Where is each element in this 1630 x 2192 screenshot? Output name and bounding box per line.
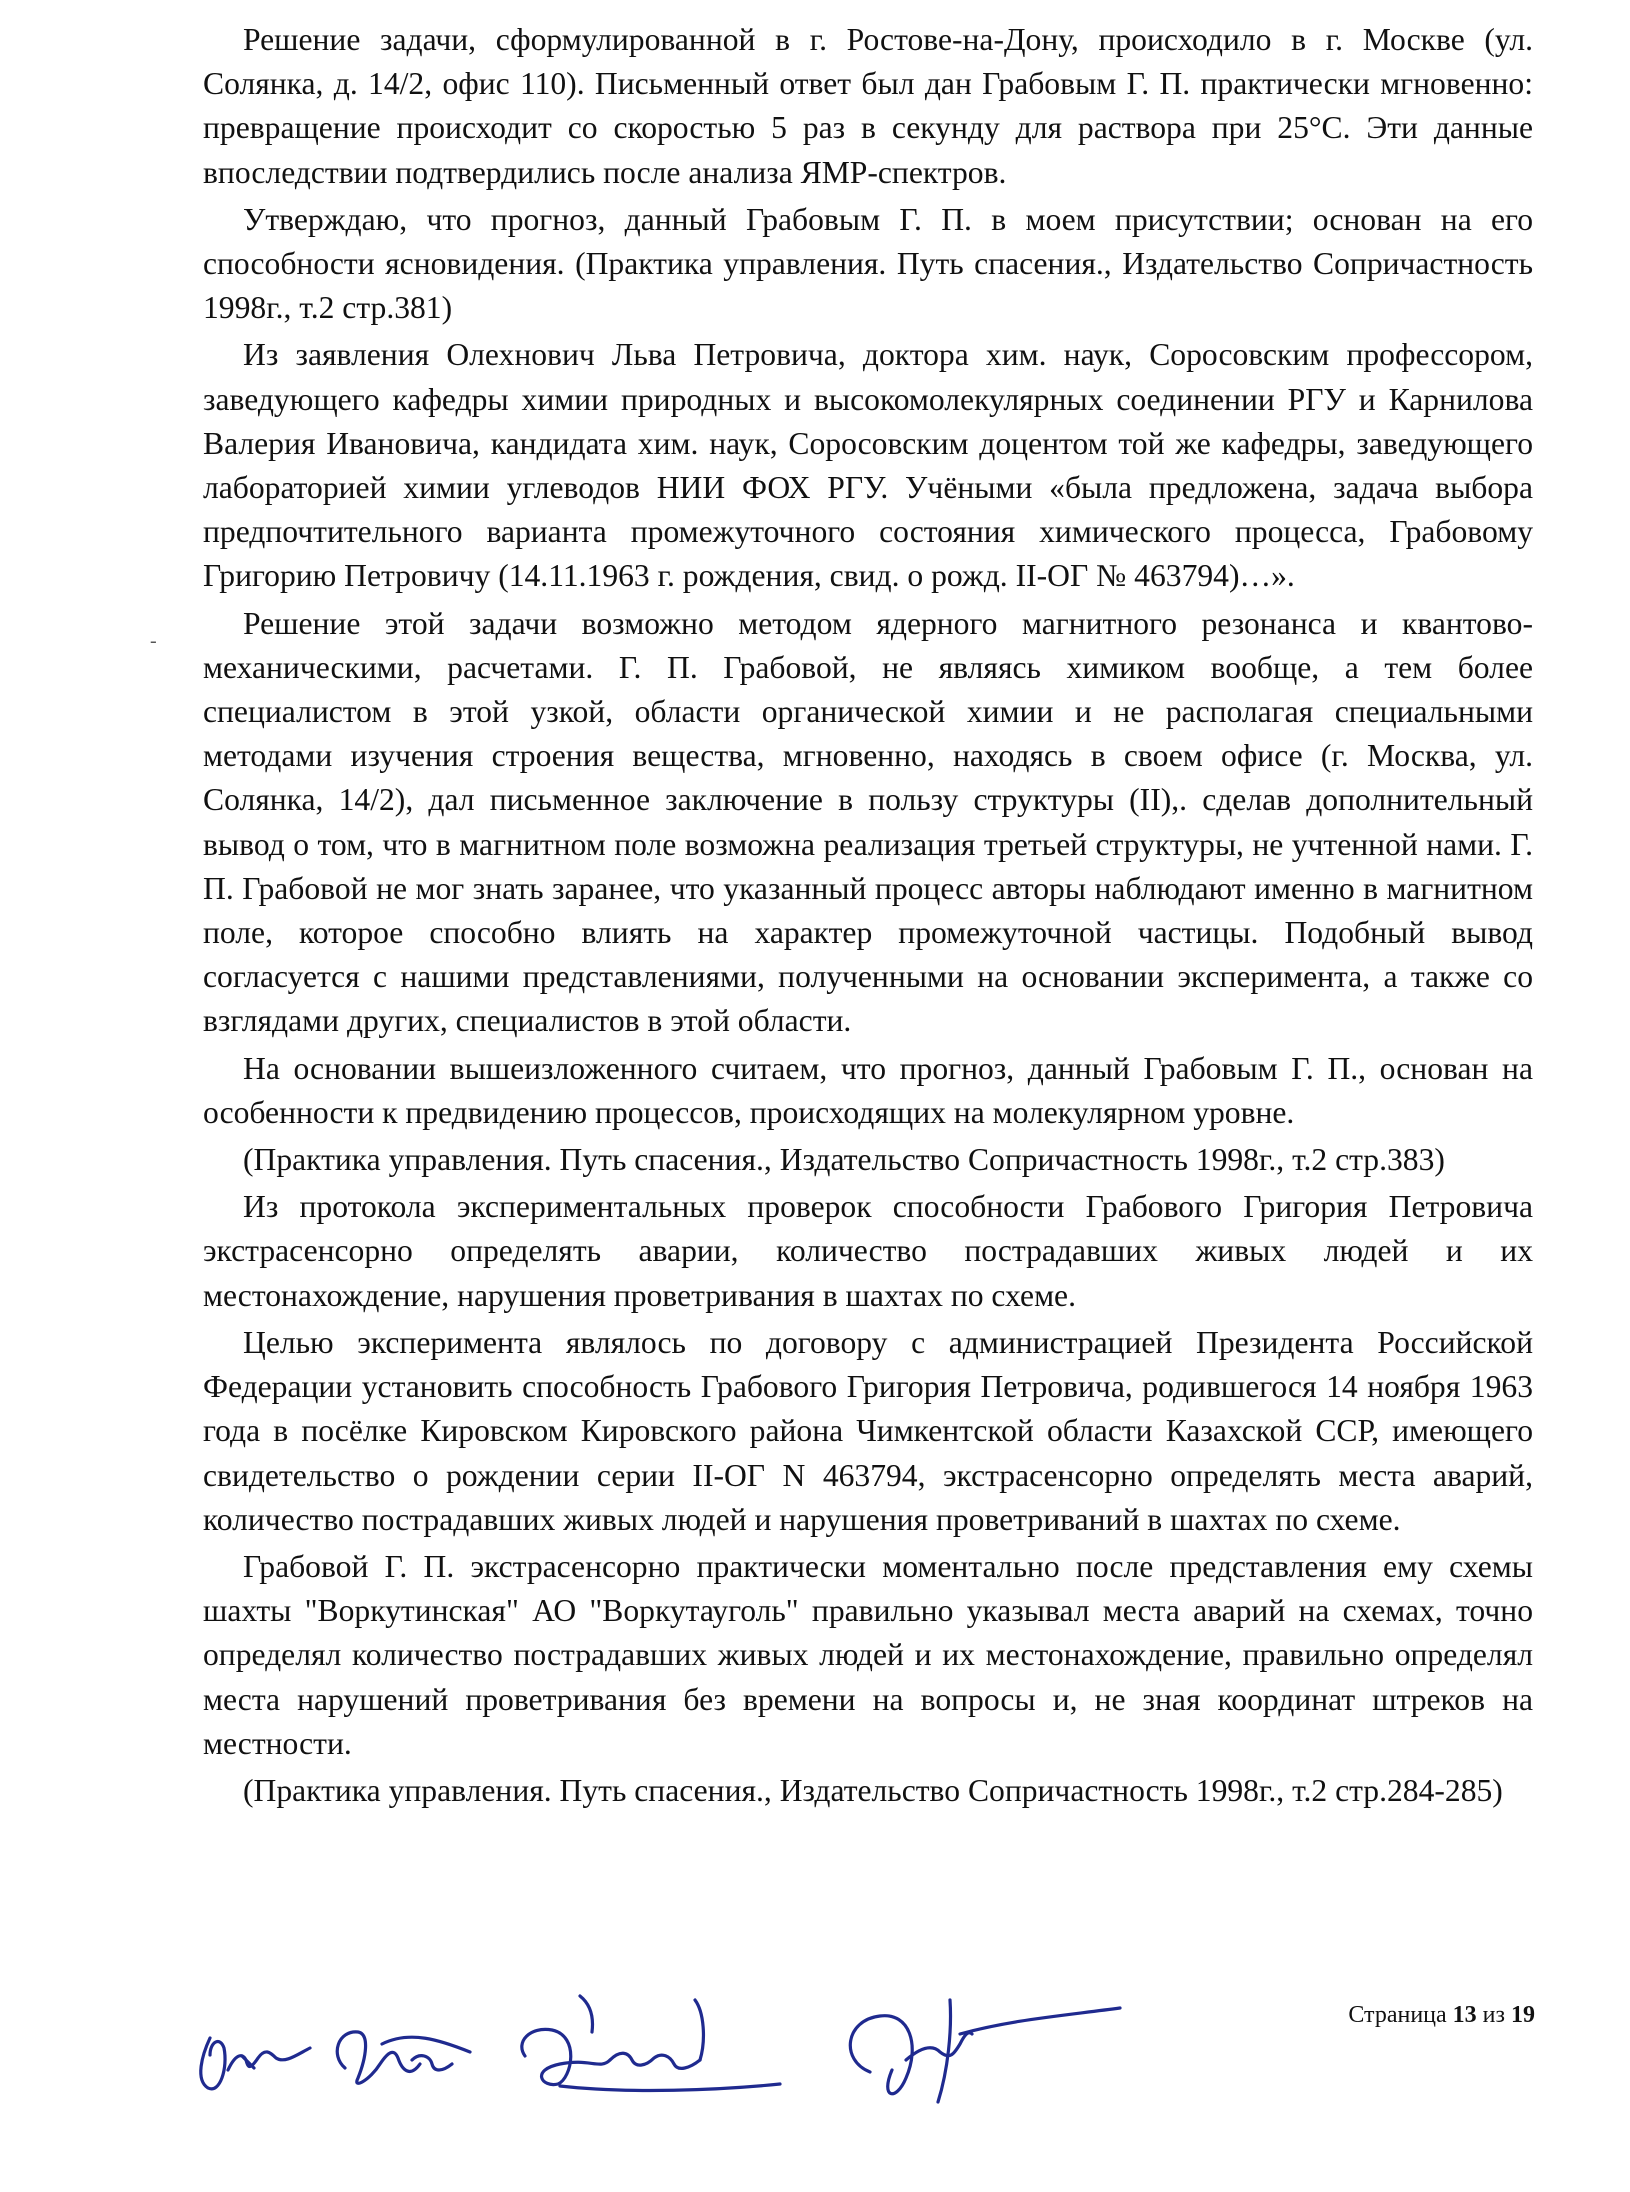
page-separator: из bbox=[1482, 2002, 1505, 2028]
paragraph-9: Грабовой Г. П. экстрасенсорно практически моментально после представления ему схемы шахты "Воркутинская" АО "Воркутауголь" правильно указывал места аварий на схемах, точно определял количество пострадавших живых людей и их местонахождение, правильно определял места нарушений проветривания без времени на вопросы и, не зная координат штреков на местности. bbox=[203, 1548, 1533, 1761]
paragraph-6-citation: (Практика управления. Путь спасения., Издательство Сопричастность 1998г., т.2 стр.383) bbox=[243, 1142, 1445, 1178]
signature-4 bbox=[850, 2000, 1120, 2102]
page-number bbox=[1340, 2002, 1535, 2029]
paragraph-1: Решение задачи, сформулированной в г. Ростове-на-Дону, происходило в г. Москве (ул. Солянка, д. 14/2, офис 110). Письменный ответ был дан Грабовым Г. П. практически мгновенно: превращение происходит со скоростью 5 раз в секунду для раствора при 25°С. Эти данные впоследствии подтвердились после анализа ЯМР-спектров. bbox=[203, 22, 1533, 190]
paragraph-4: Решение этой задачи возможно методом ядерного магнитного резонанса и квантово-механическими, расчетами. Г. П. Грабовой, не являясь химиком вообще, а тем более специалистом в этой узкой, области органической химии и не располагая специальными методами изучения строения вещества, мгновенно, находясь в своем офисе (г. Москва, ул. Солянка, 14/2), дал письменное заключение в пользу структуры (II),. сделав дополнительный вывод о том, что в магнитном поле возможна реализация третьей структуры, не учтенной нами. Г. П. Грабовой не мог знать заранее, что указанный процесс авторы наблюдают именно в магнитном поле, которое способно влиять на характер промежуточной частицы. Подобный вывод согласуется с нашими представлениями, полученными на основании эксперимента, а также со взглядами других, специалистов в этой области. bbox=[203, 605, 1533, 1039]
signature-1 bbox=[201, 2038, 310, 2089]
signature-2 bbox=[337, 2032, 470, 2083]
page-label: Страница bbox=[1348, 2002, 1447, 2028]
paragraph-2: Утверждаю, что прогноз, данный Грабовым Г. П. в моем присутствии; основан на его способности ясновидения. (Практика управления. Путь спасения., Издательство Сопричастность 1998г., т.2 стр.381) bbox=[203, 201, 1533, 326]
document-body bbox=[203, 18, 1533, 1816]
signature-3 bbox=[522, 1996, 780, 2090]
paragraph-7: Из протокола экспериментальных проверок способности Грабового Григория Петровича экстрасенсорно определять аварии, количество пострадавших живых людей и их местонахождение, нарушения проветривания в шахтах по схеме. bbox=[203, 1189, 1533, 1313]
page-current: 13 bbox=[1452, 2002, 1477, 2028]
stray-mark: - bbox=[150, 630, 157, 652]
paragraph-10-citation: (Практика управления. Путь спасения., Издательство Сопричастность 1998г., т.2 стр.284-285) bbox=[243, 1772, 1503, 1808]
paragraph-5: На основании вышеизложенного считаем, что прогноз, данный Грабовым Г. П., основан на особенности к предвидению процессов, происходящих на молекулярном уровне. bbox=[203, 1050, 1533, 1130]
paragraph-3: Из заявления Олехнович Льва Петровича, доктора хим. наук, Соросовским профессором, заведующего кафедры химии природных и высокомолекулярных соединении РГУ и Карнилова Валерия Ивановича, кандидата хим. наук, Соросовским доцентом той же кафедры, заведующего лабораторией химии углеводов НИИ ФОХ РГУ. Учёными «была предложена, задача выбора предпочтительного варианта промежуточного состояния химического процесса, Грабовому Григорию Петровичу (14.11.1963 г. рождения, свид. о рожд. II-ОГ № 463794)…». bbox=[203, 337, 1533, 594]
page-total: 19 bbox=[1511, 2002, 1535, 2028]
paragraph-8: Целью эксперимента являлось по договору с администрацией Президента Российской Федерации установить способность Грабового Григория Петровича, родившегося 14 ноября 1963 года в посёлке Кировском Кировского района Чимкентской области Казахской ССР, имеющего свидетельство о рождении серии II-ОГ N 463794, экстрасенсорно определять места аварий, количество пострадавших живых людей и нарушения проветриваний в шахтах по схеме. bbox=[203, 1324, 1533, 1537]
signatures bbox=[180, 1960, 1340, 2120]
